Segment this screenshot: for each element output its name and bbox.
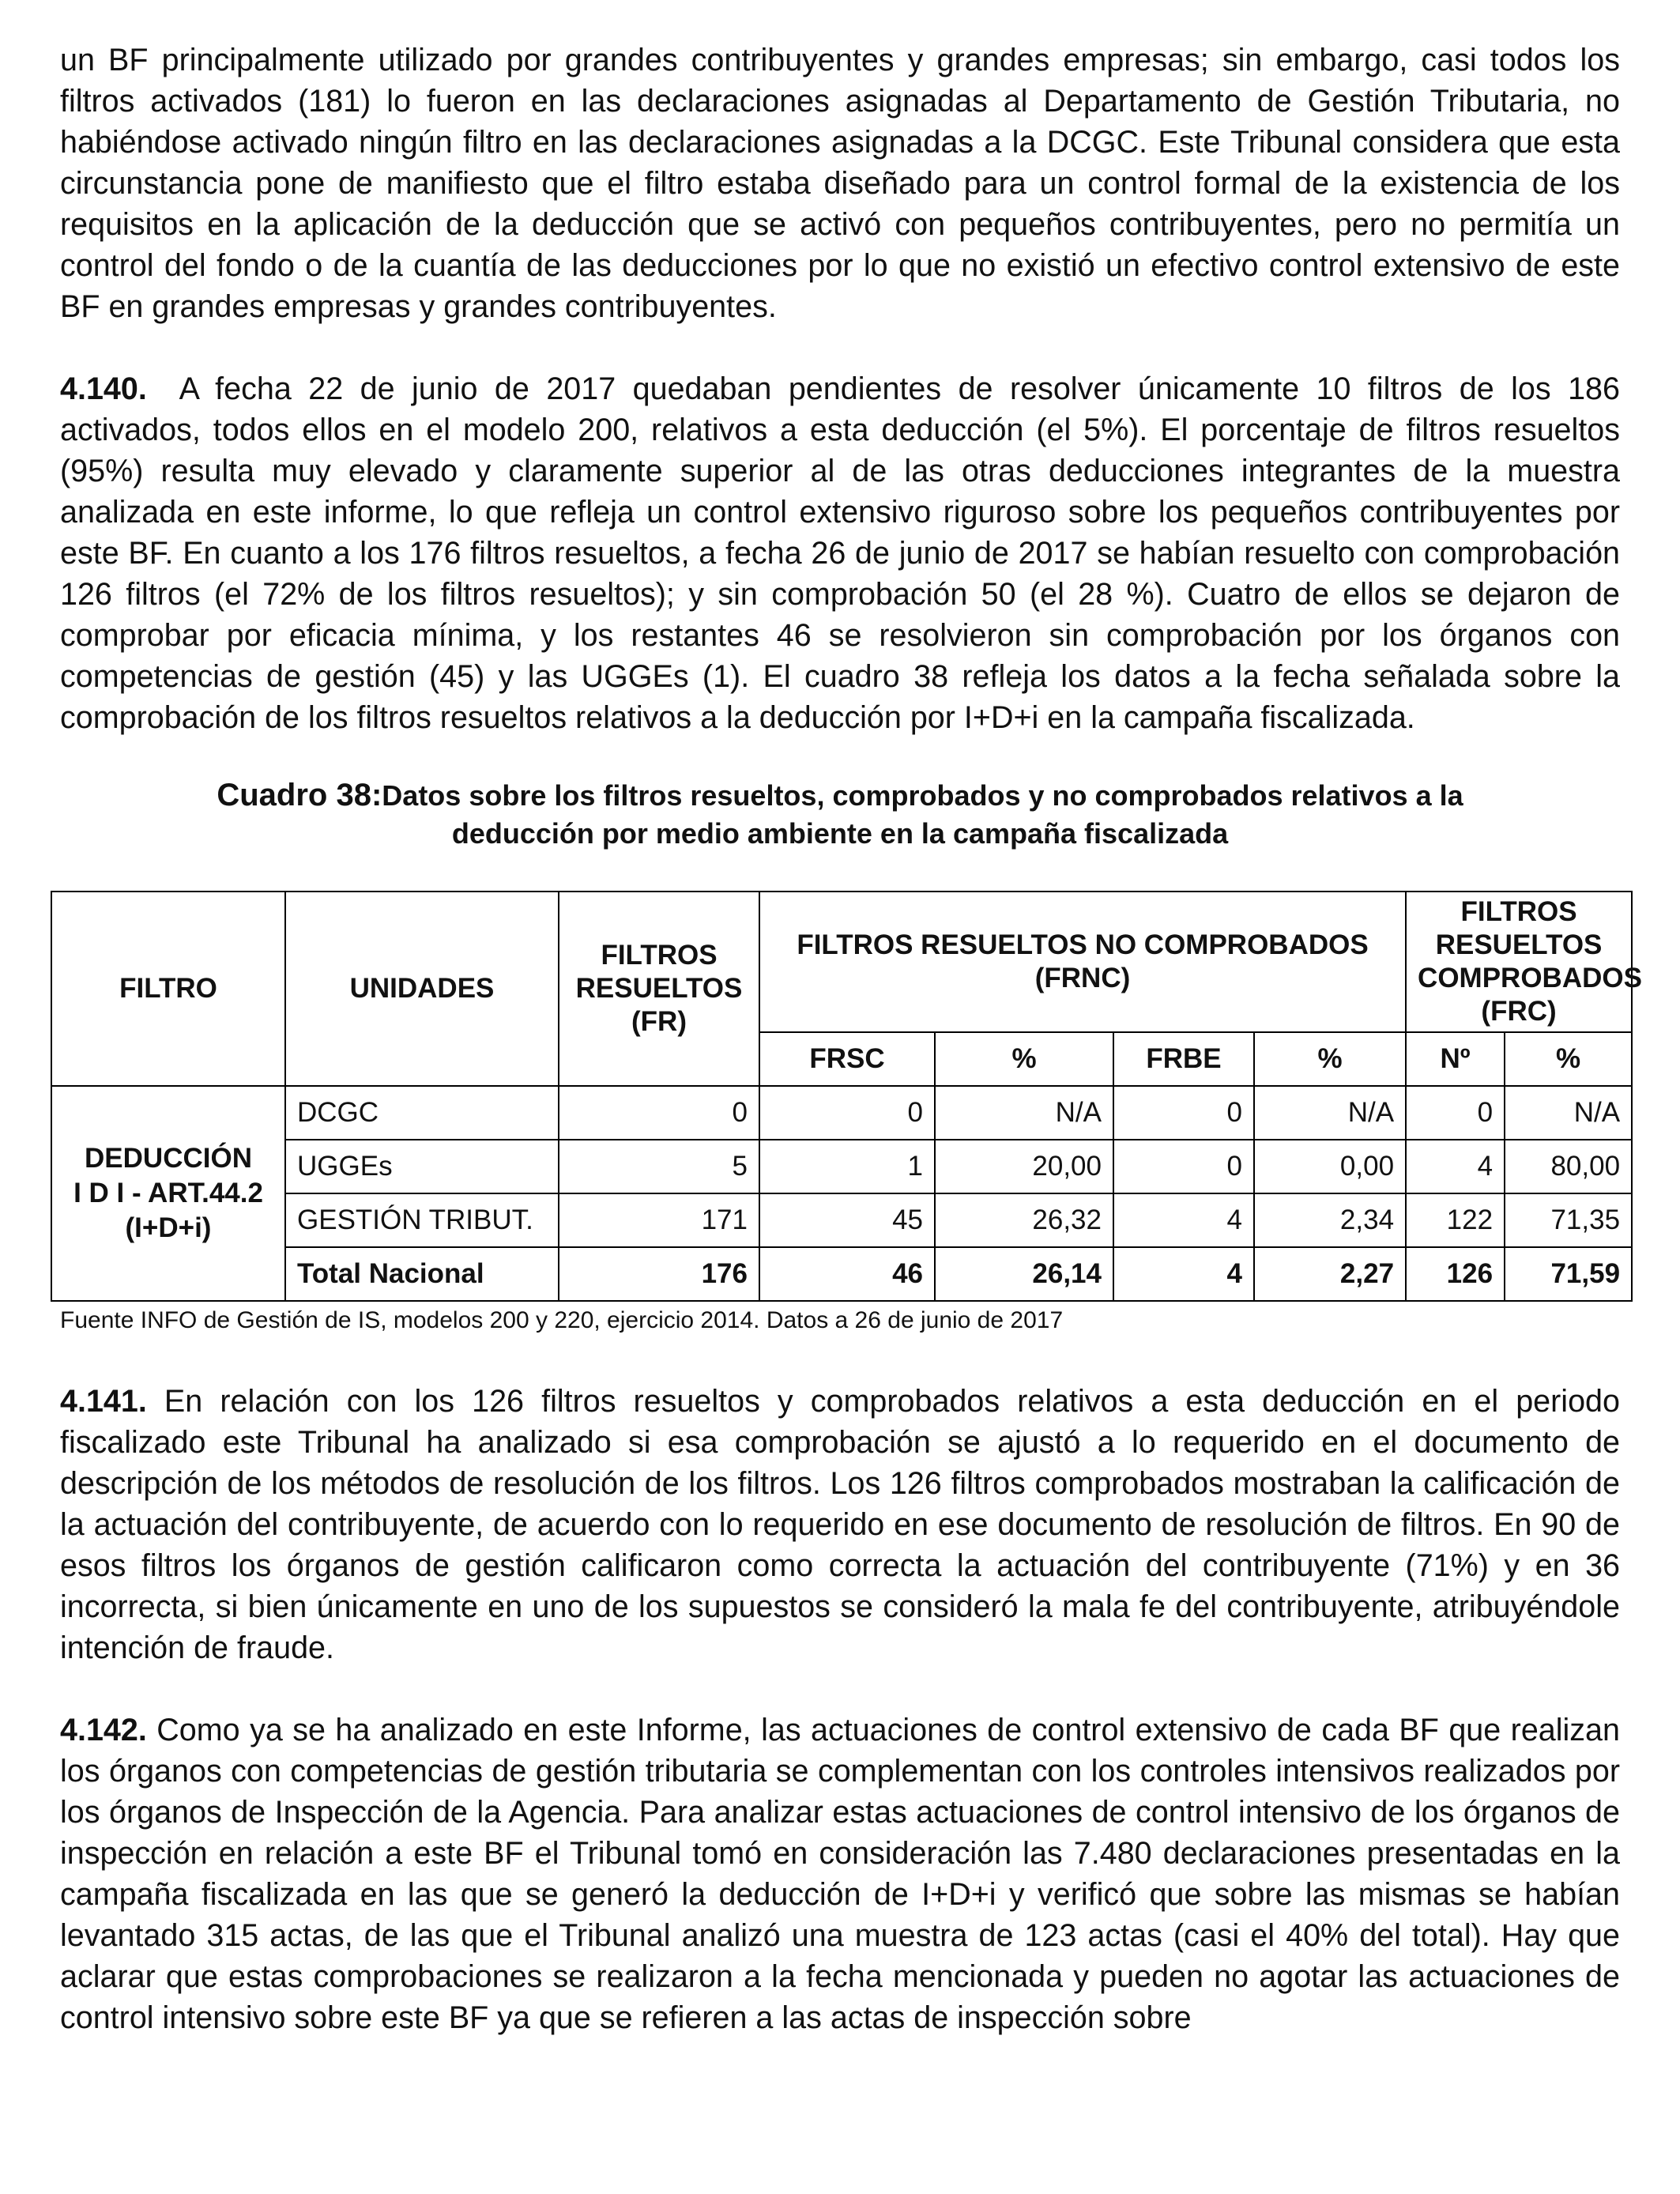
paragraph-4-142 [60, 1710, 1620, 2038]
paragraph-gap [60, 1668, 1620, 1710]
cell-frsc: 45 [759, 1193, 935, 1247]
paragraph-4-140 [60, 368, 1620, 738]
table-row [51, 1193, 1632, 1247]
cell-no: 122 [1406, 1193, 1505, 1247]
cell-pct-frbe: 2,34 [1254, 1193, 1406, 1247]
cell-pct-frsc: N/A [935, 1086, 1113, 1140]
cell-pct-frc: N/A [1505, 1086, 1632, 1140]
cell-unit: DCGC [285, 1086, 559, 1140]
col-header-fr: FILTROS RESUELTOS (FR) [559, 892, 759, 1086]
cell-fr: 5 [559, 1140, 759, 1193]
col-header-filtro: FILTRO [51, 892, 285, 1086]
col-header-unidades: UNIDADES [285, 892, 559, 1086]
table-caption [60, 776, 1620, 853]
cell-frbe: 4 [1113, 1247, 1254, 1301]
cell-frsc: 1 [759, 1140, 935, 1193]
cell-no: 126 [1406, 1247, 1505, 1301]
cell-fr: 0 [559, 1086, 759, 1140]
document-page [60, 40, 1642, 2038]
group-label-cell [51, 1086, 285, 1301]
caption-text-1: Datos sobre los filtros resueltos, comprobados y no comprobados relativos a la [382, 779, 1463, 812]
group-label-line: I D I - ART.44.2 [73, 1178, 263, 1208]
cell-frbe: 0 [1113, 1140, 1254, 1193]
cell-pct-frbe: N/A [1254, 1086, 1406, 1140]
cell-pct-frbe: 2,27 [1254, 1247, 1406, 1301]
col-header-pct-frsc: % [935, 1032, 1113, 1086]
cell-pct-frsc: 20,00 [935, 1140, 1113, 1193]
cell-frbe: 0 [1113, 1086, 1254, 1140]
group-label-line: DEDUCCIÓN [85, 1143, 252, 1174]
col-header-no: Nº [1406, 1032, 1505, 1086]
table-row [51, 1140, 1632, 1193]
cell-unit: UGGEs [285, 1140, 559, 1193]
paragraph-number: 4.140. [60, 371, 147, 406]
cell-pct-frc: 71,59 [1505, 1247, 1632, 1301]
paragraph-4-141 [60, 1381, 1620, 1668]
paragraph-continuation: un BF principalmente utilizado por grandes contribuyentes y grandes empresas; sin embargo, casi todos los filtros activados (181) lo fueron en las declaraciones asignadas al Departamento de Gestión Tributaria, no habiéndose activado ningún filtro en las declaraciones asignadas a la DCGC. Este Tribunal considera que esta circunstancia pone de manifiesto que el filtro estaba diseñado para un control formal de la existencia de los requisitos en la aplicación de la deducción que se activó con pequeños contribuyentes, pero no permitía un control del fondo o de la cuantía de las deducciones por lo que no existió un efectivo control extensivo de este BF en grandes empresas y grandes contribuyentes. [60, 43, 1620, 324]
cell-frsc: 0 [759, 1086, 935, 1140]
table-total-row [51, 1247, 1632, 1301]
paragraph-gap [60, 327, 1620, 368]
cell-pct-frc: 71,35 [1505, 1193, 1632, 1247]
cell-unit: GESTIÓN TRIBUT. [285, 1193, 559, 1247]
paragraph-text: Como ya se ha analizado en este Informe, las actuaciones de control extensivo de cada BF que realizan los órganos con competencias de gestión tributaria se complementan con los controles intensivos realizados por los órganos de Inspección de la Agencia. Para analizar estas actuaciones de control intensivo de los órganos de inspección en relación a este BF el Tribunal tomó en consideración las 7.480 declaraciones presentadas en la campaña fiscalizada en las que se generó la deducción de I+D+i y verificó que sobre las mismas se habían levantado 315 actas, de las que el Tribunal analizó una muestra de 123 actas (casi el 40% del total). Hay que aclarar que estas comprobaciones se realizaron a la fecha mencionada y pueden no agotar las actuaciones de control intensivo sobre este BF ya que se refieren a las actas de inspección sobre [60, 1713, 1620, 2035]
cell-unit: Total Nacional [285, 1247, 559, 1301]
table-source-note: Fuente INFO de Gestión de IS, modelos 200 y 220, ejercicio 2014. Datos a 26 de junio de 2017 [60, 1307, 1064, 1333]
col-header-frc: FILTROS RESUELTOS COMPROBADOS (FRC) [1406, 892, 1632, 1032]
table-row [51, 1086, 1632, 1140]
paragraph-gap [60, 1336, 1620, 1381]
paragraph-text: A fecha 22 de junio de 2017 quedaban pendientes de resolver únicamente 10 filtros de los 186 activados, todos ellos en el modelo 200, relativos a esta deducción (el 5%). El porcentaje de filtros resueltos (95%) resulta muy elevado y claramente superior al de las otras deducciones integrantes de la muestra analizada en este informe, lo que refleja un control extensivo riguroso sobre los pequeños contribuyentes por este BF. En cuanto a los 176 filtros resueltos, a fecha 26 de junio de 2017 se habían resuelto con comprobación 126 filtros (el 72% de los filtros resueltos); y sin comprobación 50 (el 28 %). Cuatro de ellos se dejaron de comprobar por eficacia mínima, y los restantes 46 se resolvieron sin comprobación por los órganos con competencias de gestión (45) y las UGGEs (1). El cuadro 38 refleja los datos a la fecha señalada sobre la comprobación de los filtros resueltos relativos a la deducción por I+D+i en la campaña fiscalizada. [60, 371, 1620, 735]
group-label-line: (I+D+i) [125, 1212, 212, 1243]
cell-pct-frsc: 26,14 [935, 1247, 1113, 1301]
cell-frsc: 46 [759, 1247, 935, 1301]
paragraph-text: En relación con los 126 filtros resueltos y comprobados relativos a esta deducción en el periodo fiscalizado este Tribunal ha analizado si esa comprobación se ajustó a lo requerido en el documento de descripción de los métodos de resolución de los filtros. Los 126 filtros comprobados mostraban la calificación de la actuación del contribuyente, de acuerdo con lo requerido en ese documento de resolución de filtros. En 90 de esos filtros los órganos de gestión calificaron como correcta la actuación del contribuyente (71%) y en 36 incorrecta, si bien únicamente en uno de los supuestos se consideró la mala fe del contribuyente, atribuyéndole intención de fraude. [60, 1384, 1620, 1665]
table-header-row [51, 892, 1632, 1032]
paragraph-number: 4.142. [60, 1713, 147, 1747]
col-header-pct-frc: % [1505, 1032, 1632, 1086]
cell-pct-frc: 80,00 [1505, 1140, 1632, 1193]
cell-fr: 171 [559, 1193, 759, 1247]
caption-line-1 [60, 776, 1620, 815]
cell-no: 0 [1406, 1086, 1505, 1140]
col-header-frbe: FRBE [1113, 1032, 1254, 1086]
col-header-frnc: FILTROS RESUELTOS NO COMPROBADOS (FRNC) [759, 892, 1406, 1032]
cell-pct-frbe: 0,00 [1254, 1140, 1406, 1193]
cell-fr: 176 [559, 1247, 759, 1301]
caption-lead: Cuadro 38: [217, 778, 382, 812]
data-table [51, 891, 1642, 1302]
cell-frbe: 4 [1113, 1193, 1254, 1247]
col-header-pct-frbe: % [1254, 1032, 1406, 1086]
col-header-frsc: FRSC [759, 1032, 935, 1086]
cell-no: 4 [1406, 1140, 1505, 1193]
cell-pct-frsc: 26,32 [935, 1193, 1113, 1247]
paragraph-number: 4.141. [60, 1384, 147, 1419]
caption-line-2: deducción por medio ambiente en la campaña fiscalizada [451, 817, 1229, 850]
